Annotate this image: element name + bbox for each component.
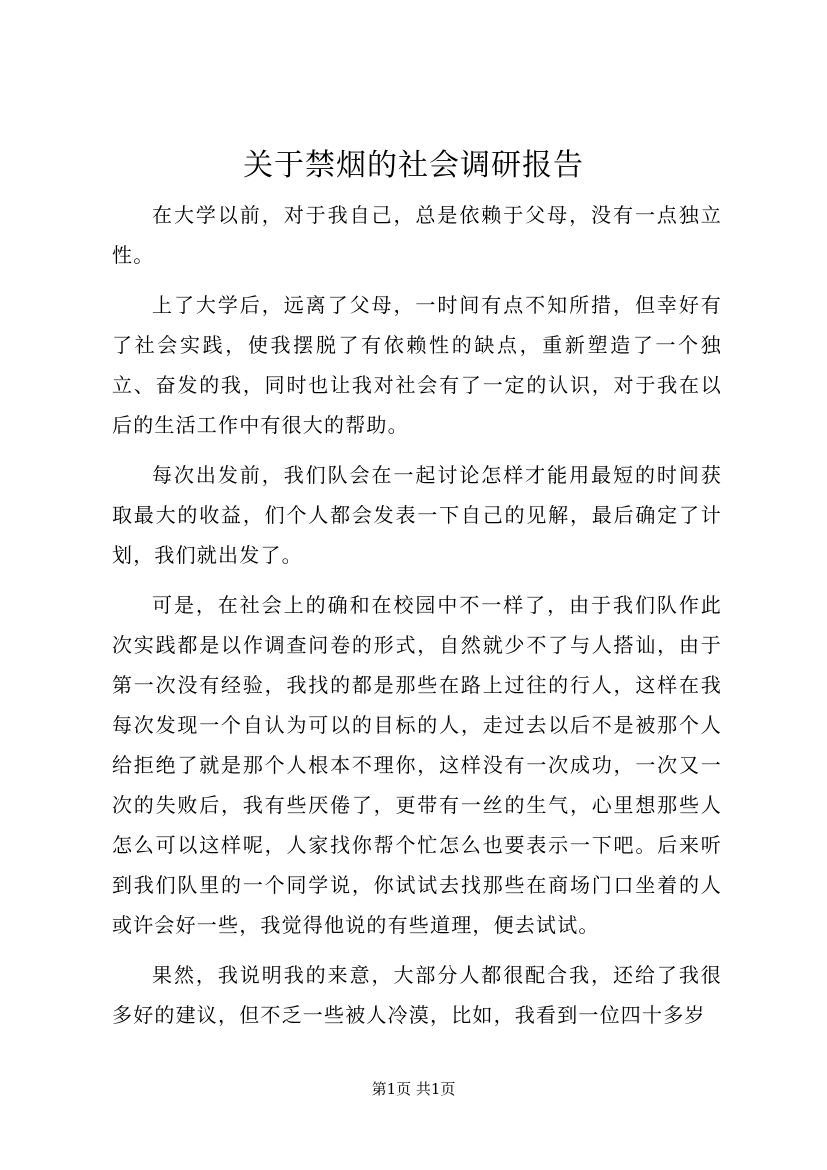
paragraph-2: 上了大学后，远离了父母，一时间有点不知所措，但幸好有了社会实践，使我摆脱了有依赖性的缺点，重新塑造了一个独立、奋发的我，同时也让我对社会有了一定的认识，对于我在以后的生活工作中有很大的帮助。: [112, 293, 722, 437]
paragraph-5: 果然，我说明我的来意，大部分人都很配合我，还给了我很多好的建议，但不乏一些被人冷漠，比如，我看到一位四十多岁: [112, 963, 722, 1027]
paragraph-3: 每次出发前，我们队会在一起讨论怎样才能用最短的时间获取最大的收益，们个人都会发表一下自己的见解，最后确定了计划，我们就出发了。: [112, 463, 722, 567]
document-body: [112, 195, 722, 1045]
page-footer: 第1页 共1页: [371, 1080, 456, 1098]
paragraph-4: 可是，在社会上的确和在校园中不一样了，由于我们队作此次实践都是以作调查问卷的形式，自然就少不了与人搭讪，由于第一次没有经验，我找的都是那些在路上过往的行人，这样在我每次发现一个自认为可以的目标的人，走过去以后不是被那个人给拒绝了就是那个人根本不理你，这样没有一次成功，一次又一次的失败后，我有些厌倦了，更带有一丝的生气，心里想那些人怎么可以这样呢，人家找你帮个忙怎么也要表示一下吧。后来听到我们队里的一个同学说，你试试去找那些在商场门口坐着的人或许会好一些，我觉得他说的有些道理，便去试试。: [112, 593, 722, 937]
document-title: 关于禁烟的社会调研报告: [243, 148, 584, 183]
paragraph-1: 在大学以前，对于我自己，总是依赖于父母，没有一点独立性。: [112, 203, 722, 267]
